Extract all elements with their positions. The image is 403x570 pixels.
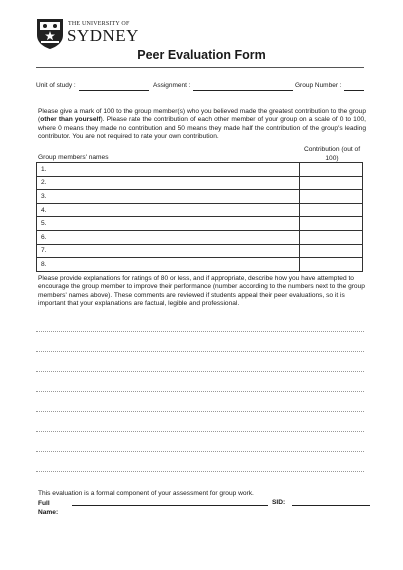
university-logo [36,18,139,52]
explanation-line[interactable] [36,331,364,332]
member-name-cell[interactable]: 2. [37,176,300,190]
explanation-line[interactable] [36,451,364,452]
full-name-label: Full Name: [38,500,59,516]
table-row [37,230,363,244]
sid-label: SID: [272,499,286,506]
table-row [37,163,363,177]
instructions-paragraph: Please give a mark of 100 to the group member(s) who you believed made the greatest contribution to the group (other than yourself). Please rate the contribution of each other member of your group on a scale of 0 to 100, where 0 means they made no contribution and 50 means they made half the contribution of the group's leading contributor. You are not required to rate your own contribution. [38,108,367,140]
logo-text-small: THE UNIVERSITY OF [68,21,130,27]
member-name-cell[interactable]: 1. [37,163,300,177]
table-row [37,190,363,204]
university-crest-icon [36,18,64,50]
contribution-cell[interactable] [300,176,363,190]
group-number-field[interactable] [344,90,364,91]
contribution-cell[interactable] [300,244,363,258]
contribution-cell[interactable] [300,190,363,204]
member-name-cell[interactable]: 4. [37,203,300,217]
table-row [37,217,363,231]
form-title: Peer Evaluation Form [137,48,266,62]
contribution-cell[interactable] [300,230,363,244]
logo-text-big: SYDNEY [67,26,139,45]
form-header-fields [36,82,366,94]
explanation-line[interactable] [36,411,364,412]
explanation-line[interactable] [36,391,364,392]
table-row [37,176,363,190]
member-name-cell[interactable]: 6. [37,230,300,244]
contribution-cell[interactable] [300,258,363,272]
explanation-line[interactable] [36,431,364,432]
instructions-bold: other than yourself [40,116,101,124]
contribution-cell[interactable] [300,217,363,231]
member-name-cell[interactable]: 5. [37,217,300,231]
member-name-cell[interactable]: 7. [37,244,300,258]
contribution-cell[interactable] [300,203,363,217]
full-name-field[interactable] [72,505,268,506]
explanation-line[interactable] [36,371,364,372]
assignment-label: Assignment : [153,82,191,89]
unit-of-study-label: Unit of study : [36,82,76,89]
footer-note: This evaluation is a formal component of your assessment for group work. [38,490,254,497]
group-members-header: Group members' names [38,154,109,161]
member-name-cell[interactable]: 8. [37,258,300,272]
group-number-label: Group Number : [295,82,342,89]
explanation-line[interactable] [36,351,364,352]
contribution-header: Contribution (out of 100) [303,146,361,162]
unit-of-study-field[interactable] [79,90,149,91]
member-name-cell[interactable]: 3. [37,190,300,204]
title-divider [36,67,364,68]
peer-rating-table [36,162,363,272]
explanation-paragraph: Please provide explanations for ratings of 80 or less, and if appropriate, describe how you have attempted to encourage the group member to improve their performance (number according to the numbers next to the group members' names above). These comments are reviewed if students appeal their peer evaluations, so it is important that your explanations are factual, legible and professional. [38,275,365,307]
explanation-line[interactable] [36,471,364,472]
contribution-cell[interactable] [300,163,363,177]
table-row [37,203,363,217]
table-row [37,244,363,258]
sid-field[interactable] [292,505,370,506]
assignment-field[interactable] [193,90,293,91]
table-row [37,258,363,272]
